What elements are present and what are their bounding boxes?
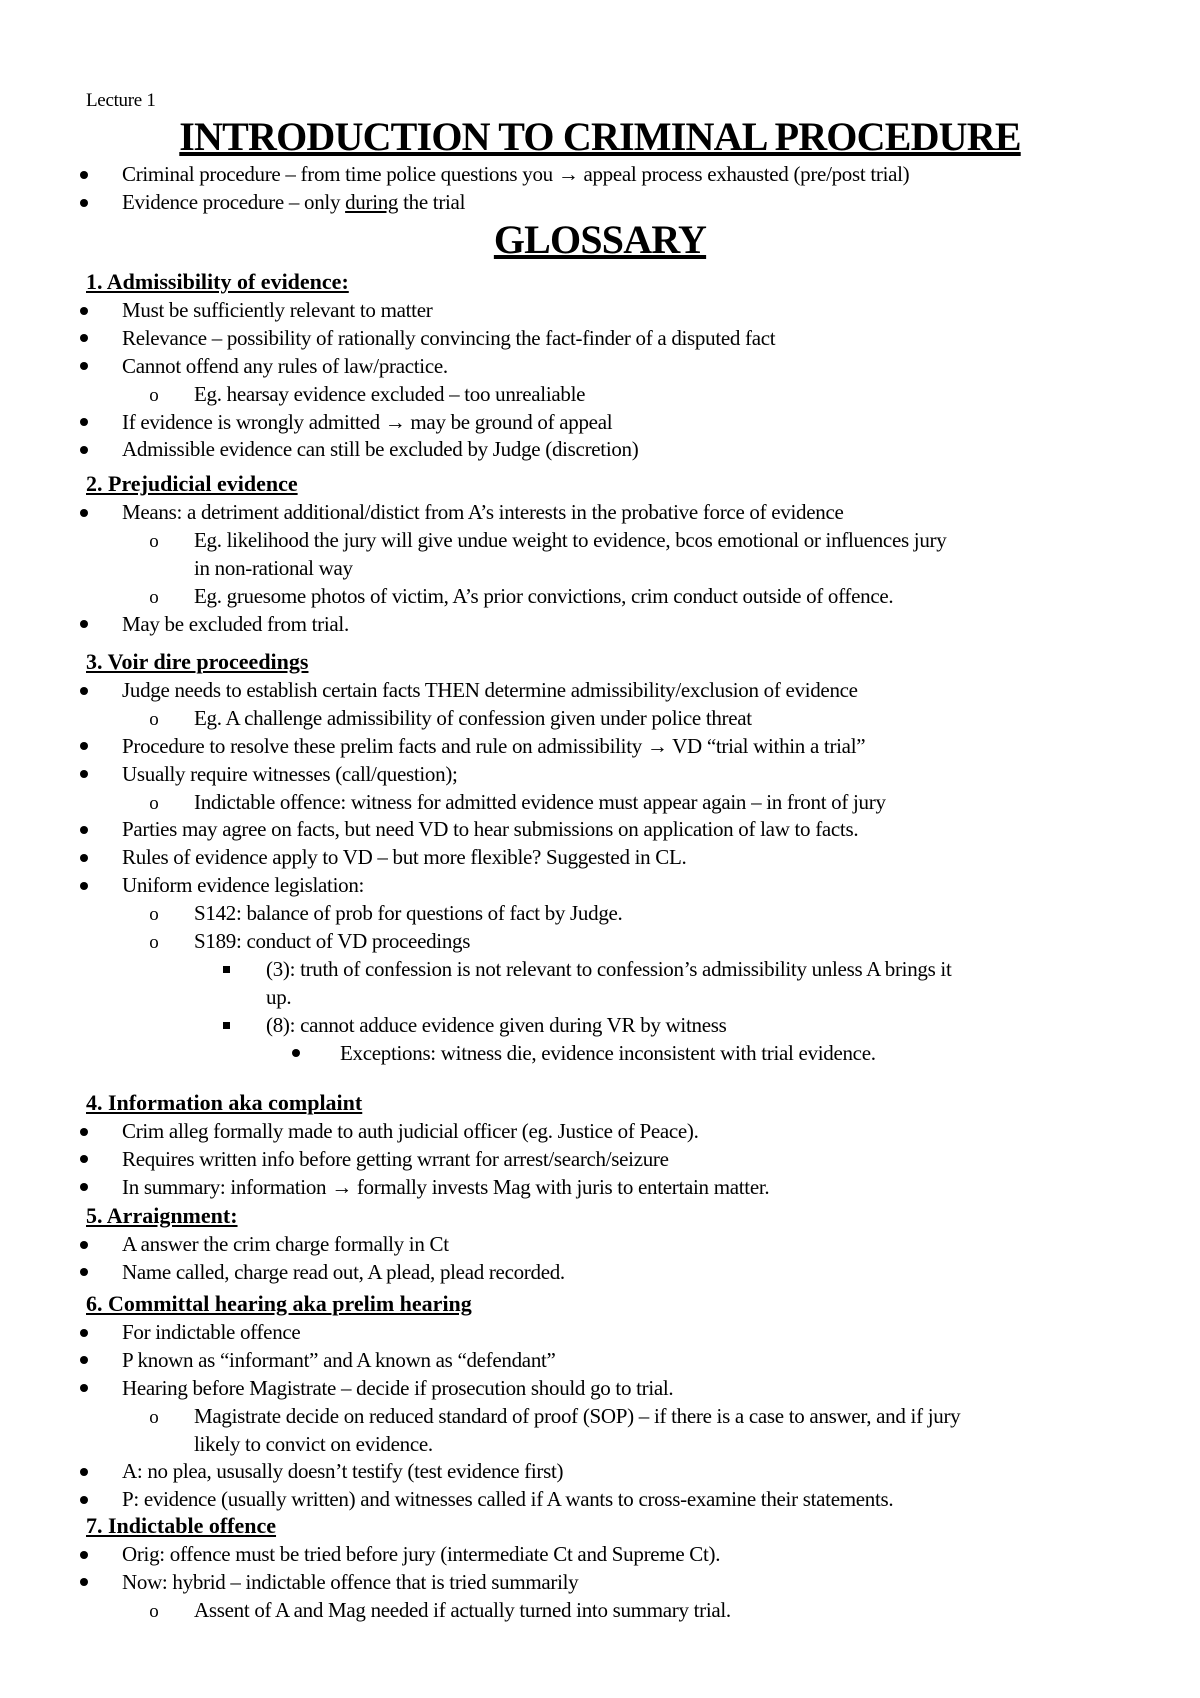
item-text: Evidence procedure – only [122,189,346,214]
bullet-dot-icon [72,161,96,187]
list-item [122,1375,673,1401]
item-text: Admissible evidence can still be excluded by Judge (discretion) [122,437,639,462]
item-text: Criminal procedure – from time police questions you [122,162,558,186]
bullet-dot-icon [72,189,96,215]
sub-list-item [194,1403,960,1429]
sub-list-item [194,705,752,731]
sub-list-item [194,1597,731,1623]
bullet-square-icon [214,1012,238,1038]
item-text: In summary: information [122,1174,332,1199]
item-text: Indictable offence: witness for admitted evidence must appear again – in front of jury [194,789,886,814]
bullet-dot-icon [72,1146,96,1172]
list-item [122,1458,563,1484]
bullet-dot-icon [72,297,96,323]
bullet-dot-icon [72,1486,96,1512]
list-item [122,297,432,323]
bullet-dot-icon [72,1231,96,1257]
item-text: A answer the crim charge formally in Ct [122,1231,449,1256]
bullet-circle-icon: o [149,904,159,926]
list-item [122,761,458,787]
sub-list-item [194,1431,433,1457]
bullet-circle-icon: o [149,586,159,608]
bullet-circle-icon: o [149,932,159,953]
bullet-dot-icon [72,436,96,462]
bullet-dot-icon [72,1174,96,1200]
item-text: Usually require witnesses (call/question); [122,761,458,786]
item-text: S189: conduct of VD proceedings [194,929,471,953]
item-text: Relevance – possibility of rationally convincing the fact-finder of a disputed fact [122,325,776,350]
bullet-square-icon [214,956,238,982]
list-item [122,1174,769,1200]
item-text: Exceptions: witness die, evidence inconsistent with trial evidence. [340,1040,876,1065]
section-heading: 1. Admissibility of evidence: [86,269,349,294]
item-text: formally invests Mag with juris to entertain matter. [351,1174,770,1199]
item-text: may be ground of appeal [405,409,613,434]
list-item [122,872,364,898]
item-text: Magistrate decide on reduced standard of proof (SOP) – if there is a case to answer, and if jury [194,1403,961,1428]
bullet-dot-icon [72,1347,96,1373]
item-text: Orig: offence must be tried before jury (intermediate Ct and Supreme Ct). [122,1541,721,1566]
item-text: If evidence is wrongly admitted [122,409,385,434]
item-text: (3): truth of confession is not relevant to confession’s admissibility unless A brings it [266,956,952,981]
item-text: Means: a detriment additional/distict from A’s interests in the probative force of evidence [122,499,844,524]
list-item [122,1319,300,1345]
item-text: Rules of evidence apply to VD – but more flexible? Suggested in CL. [122,845,687,870]
list-item [122,1118,699,1144]
list-item [122,1486,893,1512]
list-item [122,733,865,759]
item-text: Cannot offend any rules of law/practice. [122,353,448,378]
sub-list-item [266,1012,726,1038]
item-text: Uniform evidence legislation: [122,873,365,898]
list-item [122,1259,565,1285]
section-heading: 4. Information aka complaint [86,1090,363,1115]
list-item [122,436,638,462]
sub-list-item [266,956,952,982]
sub-list-item [194,527,946,553]
item-text: A: no plea, ususally doesn’t testify (test evidence first) [122,1459,564,1484]
item-text: Hearing before Magistrate – decide if prosecution should go to trial. [122,1375,674,1400]
bullet-dot-icon [72,677,96,703]
bullet-dot-icon [72,1541,96,1567]
item-text: Requires written info before getting wrrant for arrest/search/seizure [122,1146,669,1171]
list-item [122,611,349,637]
item-text: Parties may agree on facts, but need VD to hear submissions on application of law to facts. [122,817,859,842]
bullet-dot-icon [72,1458,96,1484]
sub-list-item [194,928,470,954]
item-text: Now: hybrid – indictable offence that is tried summarily [122,1569,579,1594]
bullet-circle-icon: o [149,792,159,814]
list-item [122,844,686,870]
bullet-dot-icon [284,1040,308,1066]
list-item [122,161,909,187]
arrow-icon: → [331,1174,352,1199]
sub-list-item [194,381,585,407]
bullet-dot-icon [72,409,96,435]
glossary-title: GLOSSARY [493,217,707,262]
bullet-circle-icon: o [149,530,159,552]
item-text: Procedure to resolve these prelim facts and rule on admissibility [122,733,647,758]
item-text: S142: balance of prob for questions of fact by Judge. [194,901,623,926]
sub-list-item [194,583,893,609]
item-text: P known as “informant” and A known as “defendant” [122,1347,556,1372]
item-text: in non-rational way [194,555,353,580]
sub-list-item [194,555,353,581]
bullet-circle-icon: o [149,1600,159,1622]
lecture-label: Lecture 1 [86,90,156,111]
bullet-dot-icon [72,1569,96,1595]
list-item [122,189,465,215]
bullet-circle-icon: o [149,708,159,730]
bullet-dot-icon [72,611,96,637]
item-text: Assent of A and Mag needed if actually turned into summary trial. [194,1597,731,1622]
item-text: Name called, charge read out, A plead, plead recorded. [122,1259,565,1284]
arrow-icon: → [384,409,406,434]
list-item [122,1146,669,1172]
section-heading: 7. Indictable offence [86,1513,277,1538]
arrow-icon: → [557,162,579,186]
list-item [122,1231,449,1257]
underlined-text: during [345,189,399,214]
bullet-dot-icon [72,761,96,787]
bullet-dot-icon [72,325,96,351]
item-text: VD “trial within a trial” [667,733,866,758]
item-text: Eg. likelihood the jury will give undue weight to evidence, bcos emotional or influences jury [194,527,947,552]
item-text: Judge needs to establish certain facts THEN determine admissibility/exclusion of evidence [122,677,858,702]
arrow-icon: → [646,733,668,758]
list-item [122,499,843,525]
list-item [122,1541,720,1567]
list-item [122,1569,578,1595]
item-text: P: evidence (usually written) and witnesses called if A wants to cross-examine their statements. [122,1487,894,1512]
bullet-dot-icon [72,1118,96,1144]
item-text: up. [266,984,292,1009]
item-text: Eg. A challenge admissibility of confession given under police threat [194,705,752,730]
list-item [122,816,858,842]
item-text: Eg. hearsay evidence excluded – too unrealiable [194,381,586,406]
list-item [122,1347,556,1373]
bullet-dot-icon [72,1319,96,1345]
list-item [122,409,612,435]
item-text: likely to convict on evidence. [194,1431,433,1456]
bullet-circle-icon: o [149,1406,159,1428]
sub-list-item [194,900,623,926]
section-heading: 3. Voir dire proceedings [86,649,309,674]
list-item [122,353,448,379]
bullet-circle-icon: o [149,384,159,406]
list-item [122,677,858,703]
bullet-dot-icon [72,733,96,759]
page-title: INTRODUCTION TO CRIMINAL PROCEDURE [179,114,1021,159]
bullet-dot-icon [72,816,96,842]
sub-list-item [194,789,886,815]
item-text: Crim alleg formally made to auth judicial officer (eg. Justice of Peace). [122,1118,699,1143]
item-text: Must be sufficiently relevant to matter [122,297,433,322]
list-item [122,325,775,351]
item-text: May be excluded from trial. [122,611,349,636]
item-text: appeal process exhausted (pre/post trial) [578,162,910,186]
item-text: the trial [398,189,466,214]
sub-list-item [266,984,291,1010]
bullet-dot-icon [72,353,96,379]
section-heading: 5. Arraignment: [86,1203,238,1228]
bullet-dot-icon [72,1259,96,1285]
section-heading: 2. Prejudicial evidence [86,471,298,496]
item-text: Eg. gruesome photos of victim, A’s prior convictions, crim conduct outside of offence. [194,583,894,608]
item-text: For indictable offence [122,1319,301,1344]
bullet-dot-icon [72,499,96,525]
bullet-dot-icon [72,872,96,898]
section-heading: 6. Committal hearing aka prelim hearing [86,1291,472,1316]
item-text: (8): cannot adduce evidence given during VR by witness [266,1012,727,1037]
bullet-dot-icon [72,844,96,870]
sub-list-item [340,1040,876,1066]
bullet-dot-icon [72,1375,96,1401]
